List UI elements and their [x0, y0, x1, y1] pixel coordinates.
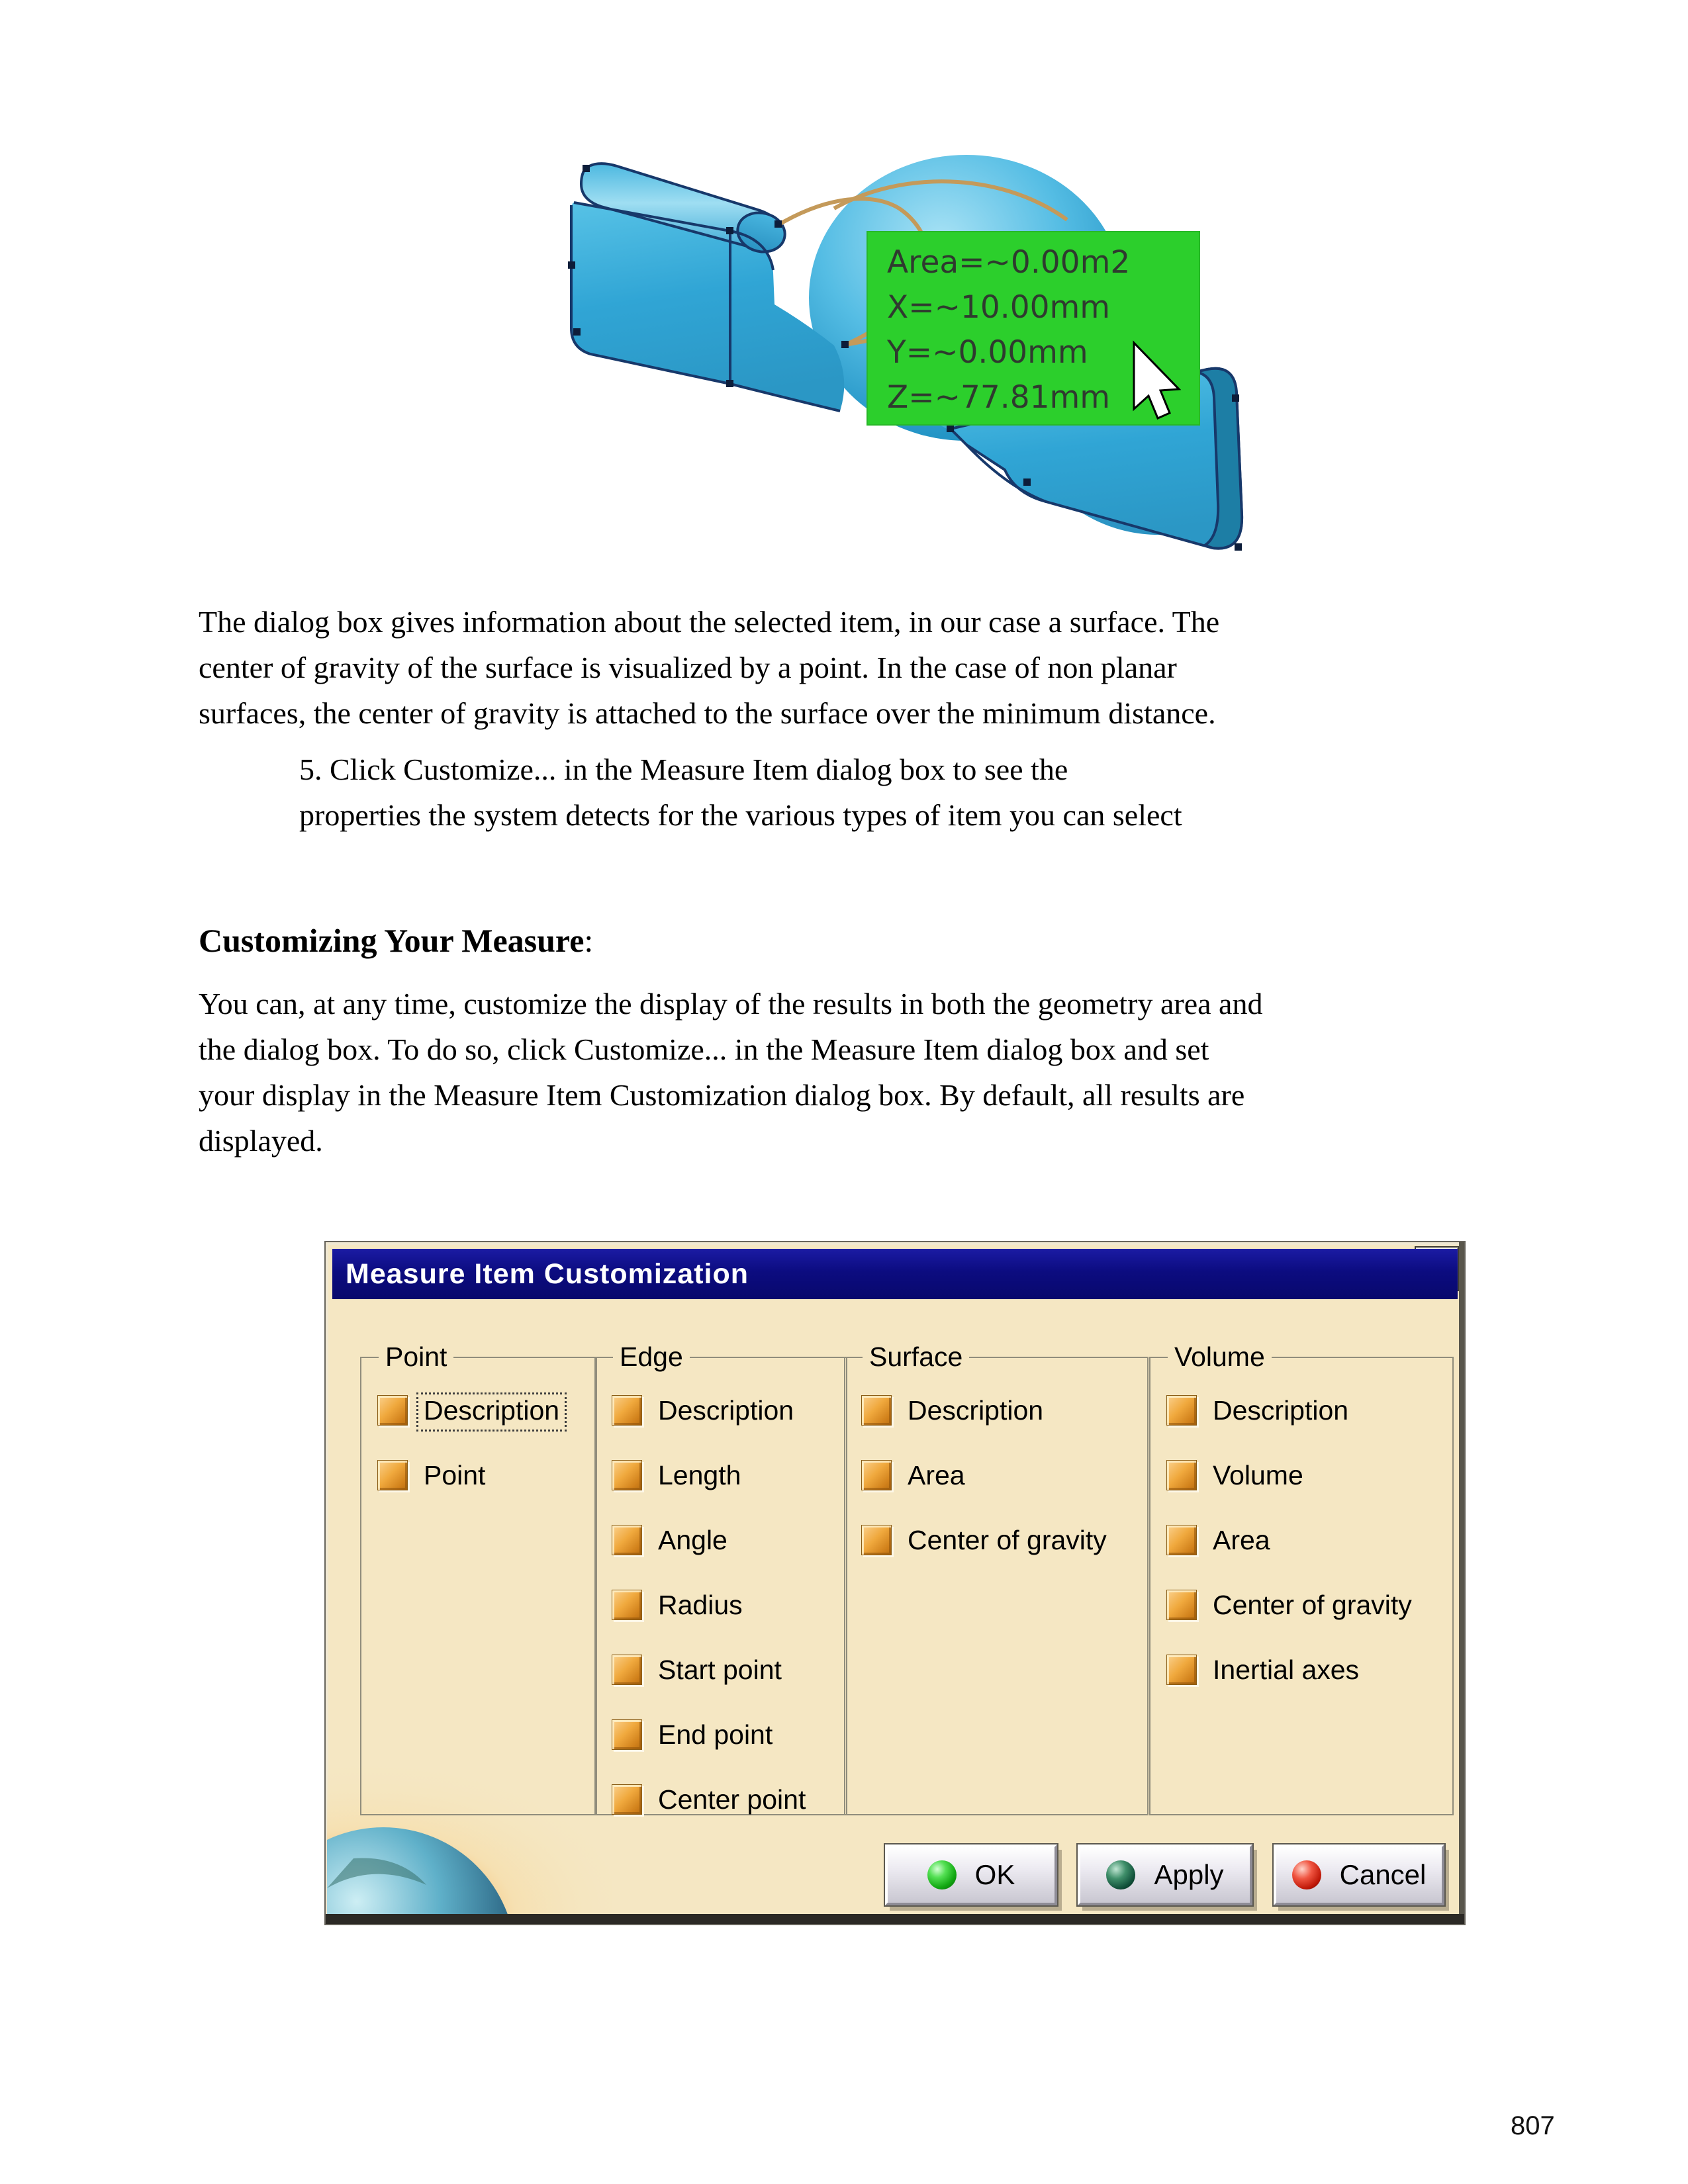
green-sphere-icon — [927, 1860, 957, 1889]
group-surface — [844, 1342, 1149, 1815]
checkbox-icon[interactable] — [612, 1525, 642, 1555]
checkbox-label: Length — [658, 1459, 741, 1490]
checkbox-row — [612, 1655, 846, 1685]
checkbox-icon[interactable] — [612, 1590, 642, 1620]
apply-button-label: Apply — [1154, 1859, 1224, 1890]
checkbox-icon[interactable] — [1166, 1460, 1197, 1490]
paragraph-line: your display in the Measure Item Customization dialog box. By default, all results are — [199, 1078, 1245, 1112]
paragraph-line: displayed. — [199, 1124, 323, 1158]
checkbox-label: Center of gravity — [908, 1524, 1107, 1555]
checkbox-icon[interactable] — [1166, 1590, 1197, 1620]
checkbox-icon[interactable] — [612, 1784, 642, 1815]
section-heading — [199, 921, 593, 960]
tooltip-line-x: X=~10.00mm — [887, 289, 1111, 326]
checkbox-row — [861, 1395, 1147, 1426]
checkbox-icon[interactable] — [612, 1460, 642, 1490]
tooltip-line-y: Y=~0.00mm — [887, 334, 1088, 371]
checkbox-label: Radius — [658, 1589, 743, 1620]
checkbox-label: Description — [658, 1394, 794, 1426]
checkbox-label: Description — [1213, 1394, 1349, 1426]
ok-button[interactable] — [885, 1844, 1057, 1905]
paragraph-line: surfaces, the center of gravity is attached to the surface over the minimum distance. — [199, 696, 1216, 730]
page-number: 807 — [1511, 2111, 1555, 2140]
checkbox-row — [1166, 1525, 1452, 1555]
ok-button-label: OK — [974, 1859, 1015, 1890]
checkbox-label: Point — [424, 1459, 486, 1490]
checkbox-label: Center point — [658, 1784, 806, 1815]
checkbox-row — [612, 1525, 846, 1555]
step-line: 5. Click Customize... in the Measure Item dialog box to see the — [299, 752, 1068, 786]
group-edge-label: Edge — [620, 1342, 683, 1372]
tooltip-line-z: Z=~77.81mm — [887, 379, 1111, 416]
checkbox-row — [861, 1525, 1147, 1555]
checkbox-icon[interactable] — [1166, 1395, 1197, 1426]
checkbox-row — [1166, 1655, 1452, 1685]
dialog-title-bar — [332, 1249, 1458, 1299]
checkbox-label: Start point — [658, 1654, 782, 1685]
group-volume — [1149, 1342, 1454, 1815]
checkbox-row — [1166, 1460, 1452, 1490]
checkbox-icon[interactable] — [377, 1460, 408, 1490]
cad-left-slab — [571, 163, 844, 411]
checkbox-icon[interactable] — [377, 1395, 408, 1426]
cad-figure — [543, 99, 1284, 563]
paragraph-line: the dialog box. To do so, click Customize... in the Measure Item dialog box and set — [199, 1032, 1209, 1066]
paragraph-line: The dialog box gives information about the selected item, in our case a surface. The — [199, 605, 1220, 639]
checkbox-label: Volume — [1213, 1459, 1303, 1490]
dialog-title: Measure Item Customization — [346, 1257, 749, 1290]
checkbox-icon[interactable] — [612, 1395, 642, 1426]
group-point-label: Point — [385, 1342, 447, 1372]
group-edge — [594, 1342, 847, 1815]
checkbox-icon[interactable] — [612, 1719, 642, 1750]
paragraph-customize-info — [199, 981, 1523, 1163]
checkbox-icon[interactable] — [1166, 1525, 1197, 1555]
checkbox-icon[interactable] — [861, 1525, 892, 1555]
apply-button[interactable] — [1078, 1844, 1252, 1905]
checkbox-row — [1166, 1395, 1452, 1426]
checkbox-label: Area — [908, 1459, 965, 1490]
tooltip-line-area: Area=~0.00m2 — [887, 244, 1131, 281]
checkbox-icon[interactable] — [861, 1460, 892, 1490]
checkbox-label: Description — [416, 1392, 567, 1432]
checkbox-label: Description — [908, 1394, 1044, 1426]
red-sphere-icon — [1292, 1860, 1321, 1889]
cancel-button-label: Cancel — [1339, 1859, 1427, 1890]
section-heading-colon: : — [584, 922, 594, 959]
checkbox-label: Inertial axes — [1213, 1654, 1360, 1685]
checkbox-row — [861, 1460, 1147, 1490]
paragraph-line: center of gravity of the surface is visualized by a point. In the case of non planar — [199, 651, 1177, 684]
checkbox-row — [612, 1395, 846, 1426]
step-5-instruction — [299, 747, 1425, 838]
checkbox-label: End point — [658, 1719, 773, 1750]
group-surface-label: Surface — [869, 1342, 963, 1372]
group-volume-label: Volume — [1174, 1342, 1265, 1372]
paragraph-line: You can, at any time, customize the display of the results in both the geometry area and — [199, 987, 1263, 1021]
checkbox-icon[interactable] — [1166, 1655, 1197, 1685]
checkbox-row — [612, 1590, 846, 1620]
paragraph-dialog-info — [199, 599, 1523, 736]
section-heading-text: Customizing Your Measure — [199, 922, 585, 959]
checkbox-row — [377, 1395, 596, 1426]
cancel-button[interactable] — [1274, 1844, 1444, 1905]
checkbox-label: Center of gravity — [1213, 1589, 1412, 1620]
checkbox-label: Area — [1213, 1524, 1270, 1555]
checkbox-label: Angle — [658, 1524, 727, 1555]
checkbox-row — [1166, 1590, 1452, 1620]
checkbox-row — [377, 1460, 596, 1490]
step-line: properties the system detects for the various types of item you can select — [299, 798, 1182, 832]
measure-item-customization-dialog — [324, 1241, 1466, 1925]
dark-green-sphere-icon — [1106, 1860, 1135, 1889]
group-point — [360, 1342, 597, 1815]
screenshot-edge-bottom — [326, 1914, 1464, 1924]
screenshot-edge-right — [1459, 1242, 1464, 1924]
cad-figure-canvas — [543, 99, 1284, 563]
checkbox-row — [612, 1719, 846, 1750]
checkbox-row — [612, 1784, 846, 1815]
checkbox-icon[interactable] — [612, 1655, 642, 1685]
checkbox-icon[interactable] — [861, 1395, 892, 1426]
checkbox-row — [612, 1460, 846, 1490]
